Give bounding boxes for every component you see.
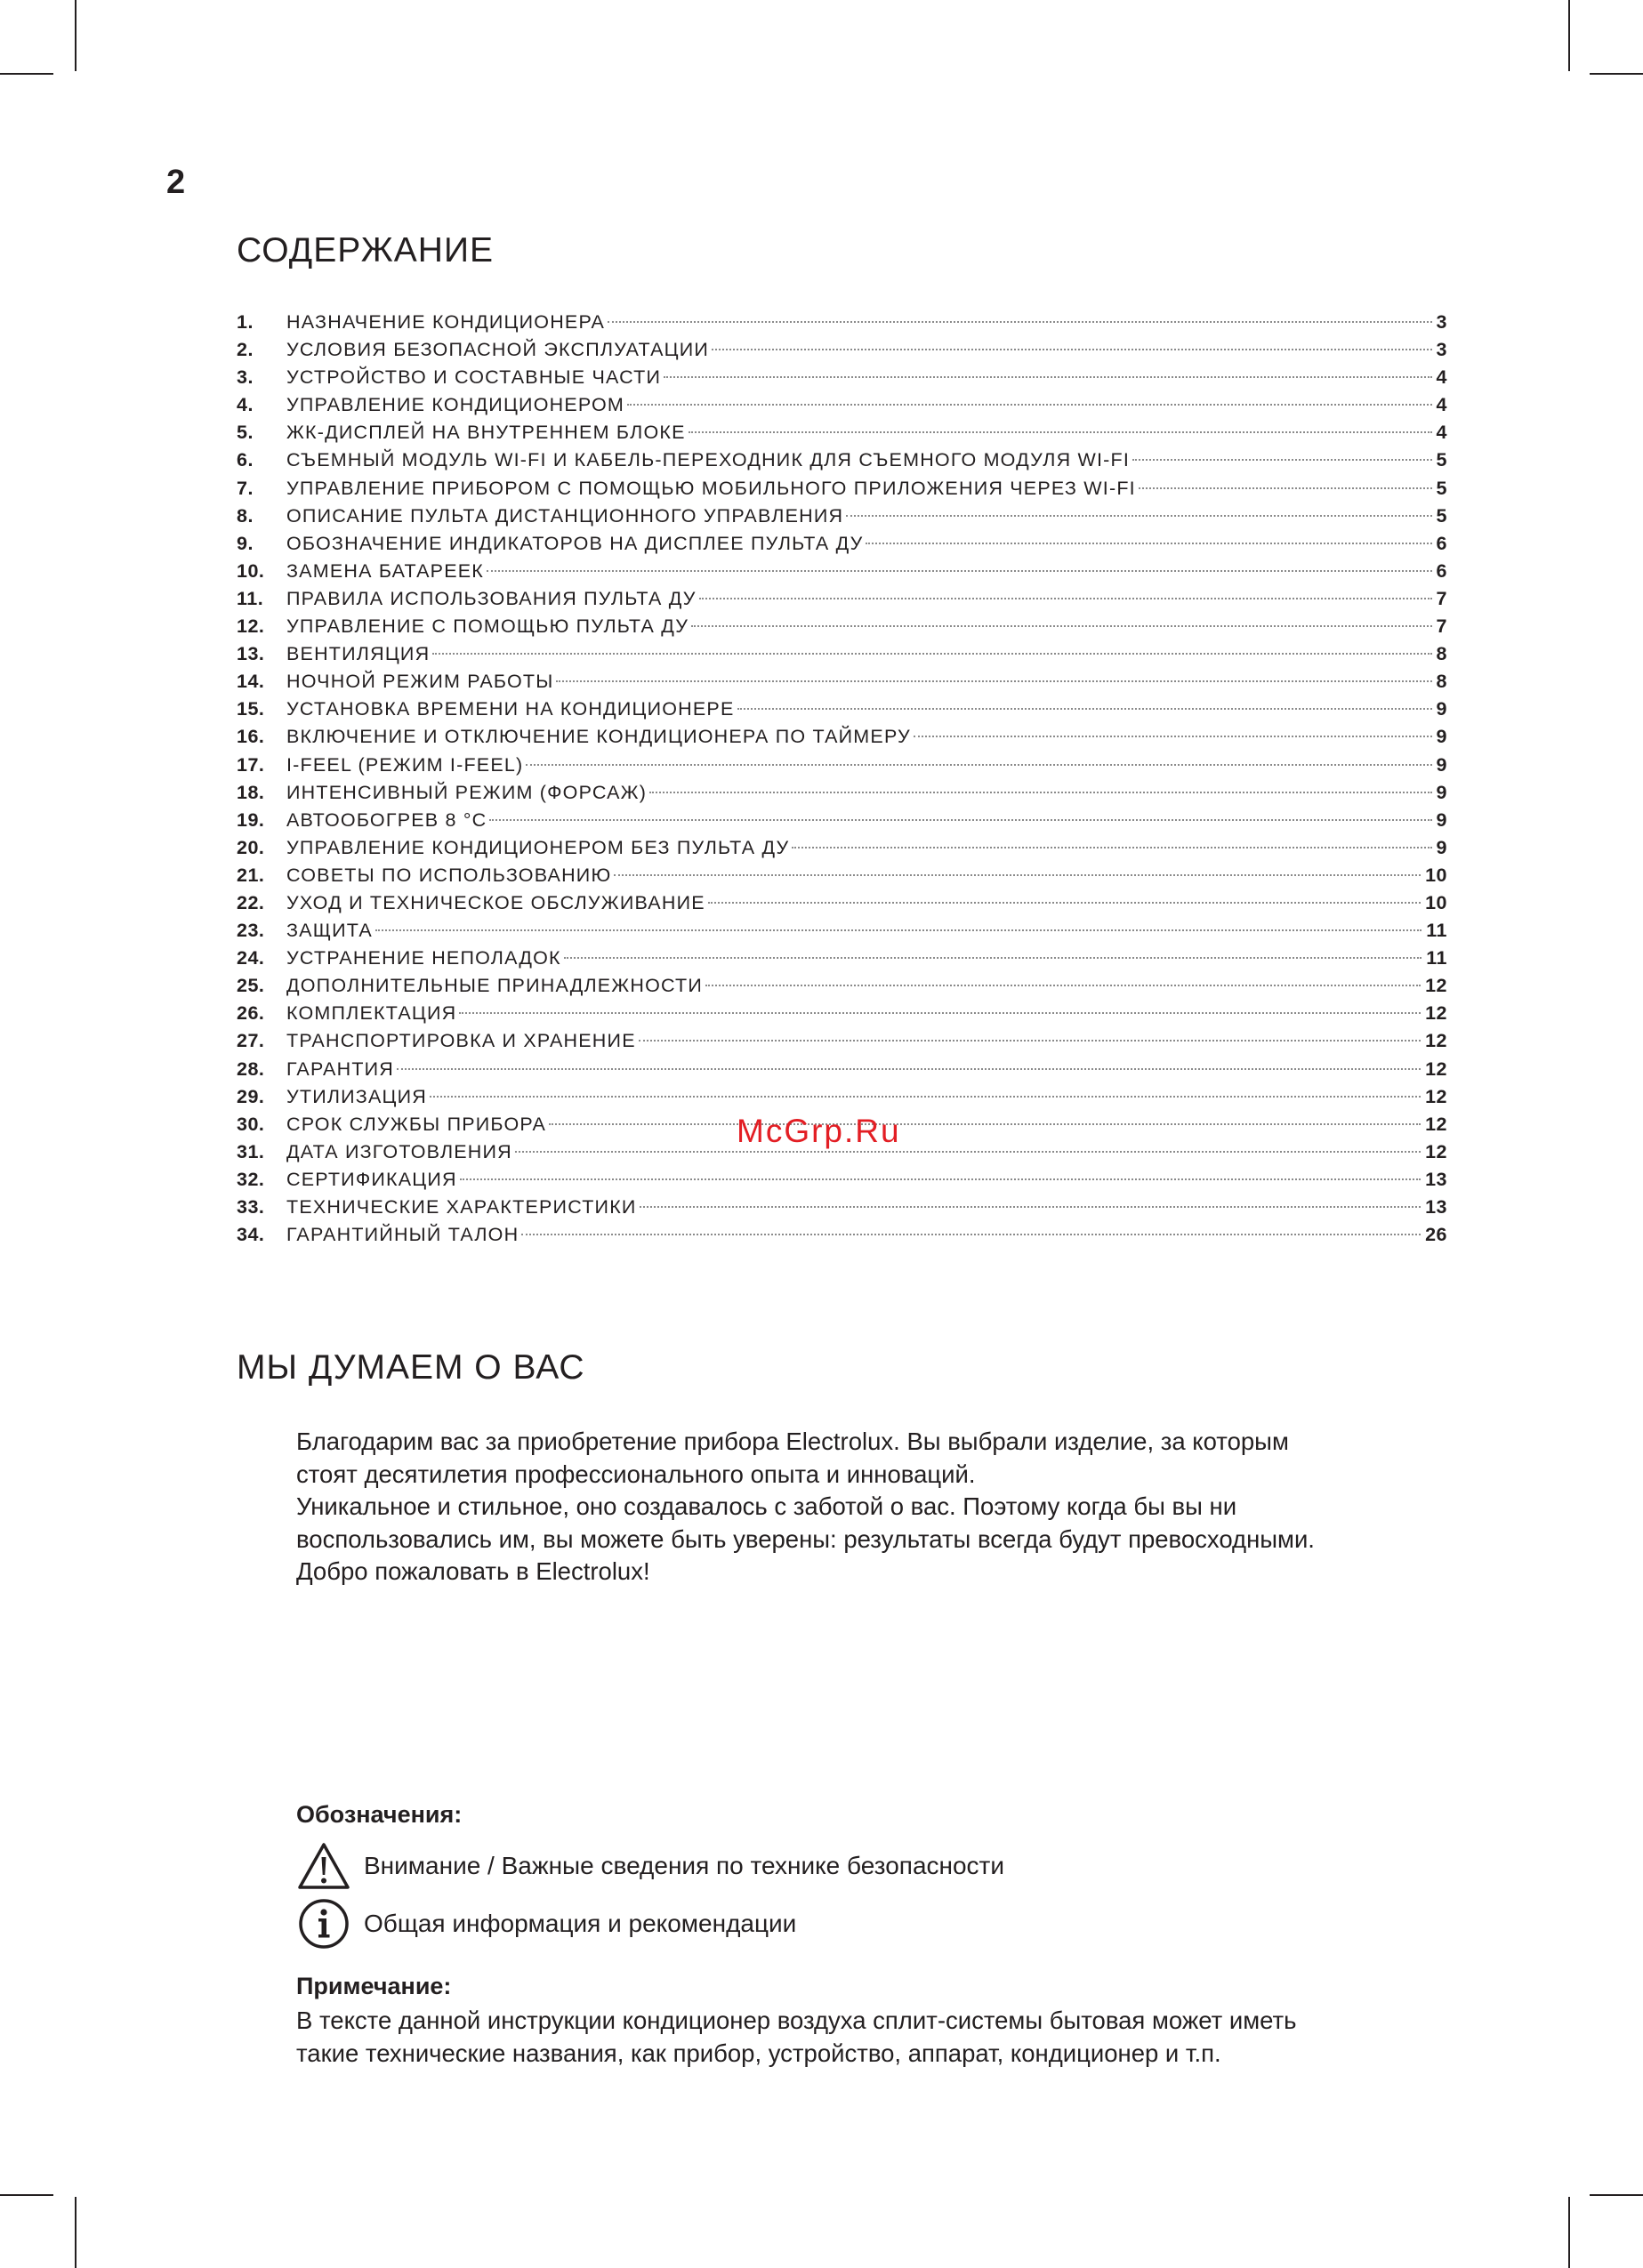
toc-item-line: [286, 779, 1447, 807]
toc-item-line: [286, 419, 1447, 446]
toc-item-number: 32.: [237, 1168, 265, 1190]
toc-item-title: СРОК СЛУЖБЫ ПРИБОРА: [286, 1113, 547, 1135]
welcome-text: [296, 1426, 1479, 1588]
toc-item-line: [286, 309, 1447, 336]
toc-item-title: УПРАВЛЕНИЕ ПРИБОРОМ С ПОМОЩЬЮ МОБИЛЬНОГО ПРИЛОЖЕНИЯ ЧЕРЕЗ WI-FI: [286, 477, 1136, 499]
toc-item-title: АВТООБОГРЕВ 8 °С: [286, 808, 487, 831]
notation-info: [296, 1898, 796, 1950]
toc-item-number: 25.: [237, 975, 265, 997]
watermark: McGrp.Ru: [737, 1113, 901, 1149]
toc-item: [237, 640, 1447, 668]
toc-item-page: 10: [1425, 864, 1447, 886]
toc-item-number: 21.: [237, 864, 265, 886]
toc-item-line: [286, 1000, 1447, 1027]
toc-dot-leader: [564, 957, 1422, 959]
table-of-contents: [237, 309, 1447, 1249]
toc-item: [237, 752, 1447, 779]
toc-item: [237, 419, 1447, 446]
toc-item-number: 26.: [237, 1002, 265, 1025]
toc-dot-leader: [866, 543, 1431, 544]
toc-item-line: [286, 364, 1447, 391]
toc-dot-leader: [459, 1012, 1421, 1014]
toc-item: [237, 972, 1447, 1000]
toc-item-page: 4: [1436, 366, 1447, 389]
toc-item-title: СОВЕТЫ ПО ИСПОЛЬЗОВАНИЮ: [286, 864, 612, 886]
toc-item-line: [286, 503, 1447, 530]
toc-item-title: ВКЛЮЧЕНИЕ И ОТКЛЮЧЕНИЕ КОНДИЦИОНЕРА ПО ТАЙМЕРУ: [286, 726, 911, 748]
toc-item-line: [286, 446, 1447, 474]
toc-item-line: [286, 530, 1447, 558]
toc-item-page: 10: [1425, 891, 1447, 913]
toc-item-title: УСТРАНЕНИЕ НЕПОЛАДОК: [286, 947, 561, 969]
toc-dot-leader: [705, 985, 1421, 986]
toc-item-number: 9.: [237, 532, 254, 554]
crop-mark: [1590, 2194, 1643, 2196]
toc-item-title: УСТАНОВКА ВРЕМЕНИ НА КОНДИЦИОНЕРЕ: [286, 698, 735, 720]
toc-item-page: 13: [1425, 1168, 1447, 1190]
toc-item-page: 7: [1436, 615, 1447, 638]
toc-dot-leader: [430, 1096, 1421, 1098]
toc-item-title: ГАРАНТИЯ: [286, 1058, 395, 1080]
toc-item-number: 7.: [237, 477, 254, 499]
toc-item-title: ОБОЗНАЧЕНИЕ ИНДИКАТОРОВ НА ДИСПЛЕЕ ПУЛЬТА ДУ: [286, 532, 864, 554]
toc-item-title: ЗАМЕНА БАТАРЕЕК: [286, 559, 485, 582]
toc-item-line: [286, 1027, 1447, 1055]
toc-item: [237, 503, 1447, 530]
toc-dot-leader: [689, 431, 1432, 433]
toc-item-line: [286, 972, 1447, 1000]
toc-dot-leader: [526, 764, 1431, 766]
toc-item-page: 4: [1436, 394, 1447, 416]
toc-item-page: 12: [1425, 1140, 1447, 1162]
toc-item: [237, 834, 1447, 862]
toc-item: [237, 862, 1447, 889]
note-label: Примечание:: [296, 1973, 452, 1999]
toc-item-title: ДАТА ИЗГОТОВЛЕНИЯ: [286, 1140, 512, 1162]
page-number: 2: [166, 164, 186, 201]
toc-item: [237, 723, 1447, 751]
toc-item-page: 9: [1436, 808, 1447, 831]
toc-item-page: 9: [1436, 753, 1447, 776]
toc-dot-leader: [556, 680, 1431, 682]
toc-item-title: I-FEEL (РЕЖИМ I-FEEL): [286, 753, 524, 776]
toc-dot-leader: [639, 1040, 1421, 1042]
welcome-line: Добро пожаловать в Electrolux!: [296, 1557, 650, 1585]
crop-mark: [75, 0, 77, 71]
toc-item-number: 20.: [237, 836, 265, 858]
toc-item-number: 15.: [237, 698, 265, 720]
toc-item-number: 19.: [237, 808, 265, 831]
info-circle-icon: [296, 1898, 351, 1950]
toc-item: [237, 1083, 1447, 1111]
toc-item-title: КОМПЛЕКТАЦИЯ: [286, 1002, 457, 1025]
toc-item-line: [286, 391, 1447, 419]
toc-item: [237, 558, 1447, 585]
welcome-line: Уникальное и стильное, оно создавалось с заботой о вас. Поэтому когда бы вы ни: [296, 1492, 1237, 1520]
crop-mark: [1568, 2197, 1570, 2268]
toc-item-page: 5: [1436, 477, 1447, 499]
toc-item-title: ТЕХНИЧЕСКИЕ ХАРАКТЕРИСТИКИ: [286, 1196, 637, 1218]
toc-item-page: 8: [1436, 671, 1447, 693]
toc-dot-leader: [375, 929, 1422, 931]
toc-item-number: 22.: [237, 891, 265, 913]
toc-dot-leader: [489, 819, 1431, 821]
toc-item-line: [286, 945, 1447, 972]
toc-dot-leader: [487, 570, 1432, 572]
toc-item-page: 4: [1436, 422, 1447, 444]
toc-dot-leader: [627, 404, 1432, 406]
toc-item-title: СЕРТИФИКАЦИЯ: [286, 1168, 457, 1190]
toc-item-page: 6: [1436, 559, 1447, 582]
toc-dot-leader: [640, 1206, 1422, 1208]
toc-item-line: [286, 752, 1447, 779]
crop-mark: [0, 73, 53, 75]
toc-item-title: УПРАВЛЕНИЕ КОНДИЦИОНЕРОМ БЕЗ ПУЛЬТА ДУ: [286, 836, 790, 858]
toc-item-number: 34.: [237, 1224, 265, 1246]
toc-item: [237, 585, 1447, 613]
toc-dot-leader: [515, 1151, 1421, 1153]
toc-dot-leader: [397, 1068, 1421, 1070]
toc-item-line: [286, 336, 1447, 364]
toc-item: [237, 446, 1447, 474]
toc-item-number: 13.: [237, 643, 265, 665]
toc-item-number: 28.: [237, 1058, 265, 1080]
toc-item-title: ИНТЕНСИВНЫЙ РЕЖИМ (ФОРСАЖ): [286, 781, 648, 803]
toc-item-page: 12: [1425, 1058, 1447, 1080]
crop-mark: [1568, 0, 1570, 71]
toc-dot-leader: [614, 874, 1421, 876]
toc-item-line: [286, 696, 1447, 723]
toc-item-page: 12: [1425, 1002, 1447, 1025]
toc-item-page: 12: [1425, 1030, 1447, 1052]
toc-item-number: 12.: [237, 615, 265, 638]
toc-item-number: 5.: [237, 422, 254, 444]
toc-item-number: 4.: [237, 394, 254, 416]
toc-item: [237, 917, 1447, 945]
toc-dot-leader: [737, 708, 1432, 710]
toc-item: [237, 779, 1447, 807]
toc-item-number: 10.: [237, 559, 265, 582]
toc-item-number: 31.: [237, 1140, 265, 1162]
toc-item: [237, 807, 1447, 834]
toc-item-title: ВЕНТИЛЯЦИЯ: [286, 643, 431, 665]
toc-item-number: 17.: [237, 753, 265, 776]
toc-item: [237, 530, 1447, 558]
toc-item-number: 18.: [237, 781, 265, 803]
toc-item-number: 29.: [237, 1085, 265, 1107]
toc-item-page: 7: [1436, 587, 1447, 609]
toc-item-title: ЗАЩИТА: [286, 920, 373, 942]
note-text: [296, 2005, 1453, 2070]
toc-item-title: ТРАНСПОРТИРОВКА И ХРАНЕНИЕ: [286, 1030, 636, 1052]
toc-dot-leader: [432, 653, 1431, 655]
toc-item-title: УТИЛИЗАЦИЯ: [286, 1085, 428, 1107]
toc-item-line: [286, 613, 1447, 640]
toc-item-page: 12: [1425, 1085, 1447, 1107]
toc-item-page: 13: [1425, 1196, 1447, 1218]
toc-dot-leader: [649, 792, 1431, 793]
toc-item: [237, 336, 1447, 364]
toc-item-line: [286, 1194, 1447, 1221]
toc-item: [237, 391, 1447, 419]
toc-item-title: ГАРАНТИЙНЫЙ ТАЛОН: [286, 1224, 519, 1246]
toc-item-page: 9: [1436, 836, 1447, 858]
toc-item-number: 8.: [237, 504, 254, 527]
toc-item: [237, 889, 1447, 917]
toc-item-number: 27.: [237, 1030, 265, 1052]
toc-item-line: [286, 1083, 1447, 1111]
toc-item-line: [286, 1056, 1447, 1083]
toc-dot-leader: [691, 625, 1431, 627]
crop-mark: [75, 2197, 77, 2268]
toc-dot-leader: [708, 902, 1421, 904]
toc-item-number: 6.: [237, 449, 254, 471]
toc-item: [237, 1194, 1447, 1221]
note-line: такие технические названия, как прибор, устройство, аппарат, кондиционер и т.п.: [296, 2039, 1221, 2067]
toc-item: [237, 1000, 1447, 1027]
welcome-line: стоят десятилетия профессионального опыта и инноваций.: [296, 1460, 976, 1488]
toc-item-number: 30.: [237, 1113, 265, 1135]
toc-item-line: [286, 807, 1447, 834]
toc-dot-leader: [1132, 459, 1432, 461]
crop-mark: [1590, 73, 1643, 75]
toc-item-number: 33.: [237, 1196, 265, 1218]
toc-item-number: 3.: [237, 366, 254, 389]
toc-item-title: УПРАВЛЕНИЕ КОНДИЦИОНЕРОМ: [286, 394, 624, 416]
toc-item-page: 26: [1425, 1224, 1447, 1246]
toc-item-title: УСЛОВИЯ БЕЗОПАСНОЙ ЭКСПЛУАТАЦИИ: [286, 339, 710, 361]
toc-item: [237, 309, 1447, 336]
toc-item-line: [286, 1221, 1447, 1249]
toc-item-page: 11: [1426, 947, 1447, 969]
toc-item-title: СЪЕМНЫЙ МОДУЛЬ WI-FI И КАБЕЛЬ-ПЕРЕХОДНИК ДЛЯ СЪЕМНОГО МОДУЛЯ WI-FI: [286, 449, 1131, 471]
toc-item-line: [286, 558, 1447, 585]
toc-dot-leader: [664, 376, 1431, 378]
welcome-line: Благодарим вас за приобретение прибора Electrolux. Вы выбрали изделие, за которым: [296, 1428, 1289, 1455]
info-text: Общая информация и рекомендации: [364, 1910, 797, 1937]
toc-dot-leader: [792, 847, 1431, 848]
toc-item-line: [286, 889, 1447, 917]
toc-item: [237, 364, 1447, 391]
toc-item: [237, 613, 1447, 640]
toc-item-page: 11: [1426, 920, 1447, 942]
toc-item-line: [286, 1166, 1447, 1194]
toc-item-title: УСТРОЙСТВО И СОСТАВНЫЕ ЧАСТИ: [286, 366, 662, 389]
notations-label: Обозначения:: [296, 1801, 463, 1828]
toc-item: [237, 668, 1447, 696]
toc-dot-leader: [712, 349, 1431, 350]
toc-item-title: УХОД И ТЕХНИЧЕСКОЕ ОБСЛУЖИВАНИЕ: [286, 891, 705, 913]
notation-warning: [296, 1841, 1004, 1891]
toc-item-title: НАЗНАЧЕНИЕ КОНДИЦИОНЕРА: [286, 311, 606, 333]
toc-item-page: 8: [1436, 643, 1447, 665]
toc-item-title: ДОПОЛНИТЕЛЬНЫЕ ПРИНАДЛЕЖНОСТИ: [286, 975, 704, 997]
toc-item-number: 16.: [237, 726, 265, 748]
toc-item-page: 3: [1436, 311, 1447, 333]
toc-item-title: ПРАВИЛА ИСПОЛЬЗОВАНИЯ ПУЛЬТА ДУ: [286, 587, 697, 609]
note-line: В тексте данной инструкции кондиционер воздуха сплит-системы бытовая может иметь: [296, 2007, 1297, 2034]
toc-item-line: [286, 862, 1447, 889]
toc-item-page: 9: [1436, 726, 1447, 748]
toc-item-line: [286, 834, 1447, 862]
toc-item-page: 6: [1436, 532, 1447, 554]
toc-item-number: 1.: [237, 311, 254, 333]
toc-item-page: 9: [1436, 698, 1447, 720]
toc-dot-leader: [914, 736, 1432, 737]
toc-item-page: 12: [1425, 975, 1447, 997]
toc-item: [237, 1221, 1447, 1249]
toc-dot-leader: [608, 321, 1431, 323]
toc-item-line: [286, 640, 1447, 668]
toc-item-page: 3: [1436, 339, 1447, 361]
toc-dot-leader: [521, 1234, 1421, 1235]
toc-item-number: 23.: [237, 920, 265, 942]
toc-item-title: ЖК-ДИСПЛЕЙ НА ВНУТРЕННЕМ БЛОКЕ: [286, 422, 686, 444]
toc-dot-leader: [699, 598, 1432, 599]
toc-item-number: 11.: [237, 587, 264, 609]
toc-item-title: НОЧНОЙ РЕЖИМ РАБОТЫ: [286, 671, 554, 693]
toc-item-line: [286, 475, 1447, 503]
toc-dot-leader: [1139, 487, 1432, 489]
toc-item-title: ОПИСАНИЕ ПУЛЬТА ДИСТАНЦИОННОГО УПРАВЛЕНИЯ: [286, 504, 844, 527]
toc-item-page: 12: [1425, 1113, 1447, 1135]
toc-item: [237, 945, 1447, 972]
welcome-line: воспользовались им, вы можете быть уверены: результаты всегда будут превосходными.: [296, 1524, 1315, 1553]
toc-item-number: 24.: [237, 947, 265, 969]
toc-title: СОДЕРЖАНИЕ: [237, 231, 495, 269]
toc-item-line: [286, 917, 1447, 945]
toc-item-page: 5: [1436, 449, 1447, 471]
toc-item-page: 9: [1436, 781, 1447, 803]
toc-item-number: 14.: [237, 671, 265, 693]
toc-item-title: УПРАВЛЕНИЕ С ПОМОЩЬЮ ПУЛЬТА ДУ: [286, 615, 689, 638]
toc-item: [237, 696, 1447, 723]
crop-mark: [0, 2194, 53, 2196]
toc-item: [237, 475, 1447, 503]
toc-dot-leader: [846, 515, 1431, 517]
toc-item-number: 2.: [237, 339, 254, 361]
warning-triangle-icon: [296, 1841, 351, 1891]
welcome-title: МЫ ДУМАЕМ О ВАС: [237, 1348, 585, 1387]
toc-dot-leader: [460, 1178, 1421, 1180]
toc-item-page: 5: [1436, 504, 1447, 527]
toc-item: [237, 1166, 1447, 1194]
toc-item-line: [286, 585, 1447, 613]
toc-item-line: [286, 668, 1447, 696]
toc-dot-leader: [549, 1123, 1421, 1125]
toc-item: [237, 1056, 1447, 1083]
toc-item: [237, 1027, 1447, 1055]
toc-item-line: [286, 723, 1447, 751]
warning-text: Внимание / Важные сведения по технике безопасности: [364, 1852, 1005, 1879]
